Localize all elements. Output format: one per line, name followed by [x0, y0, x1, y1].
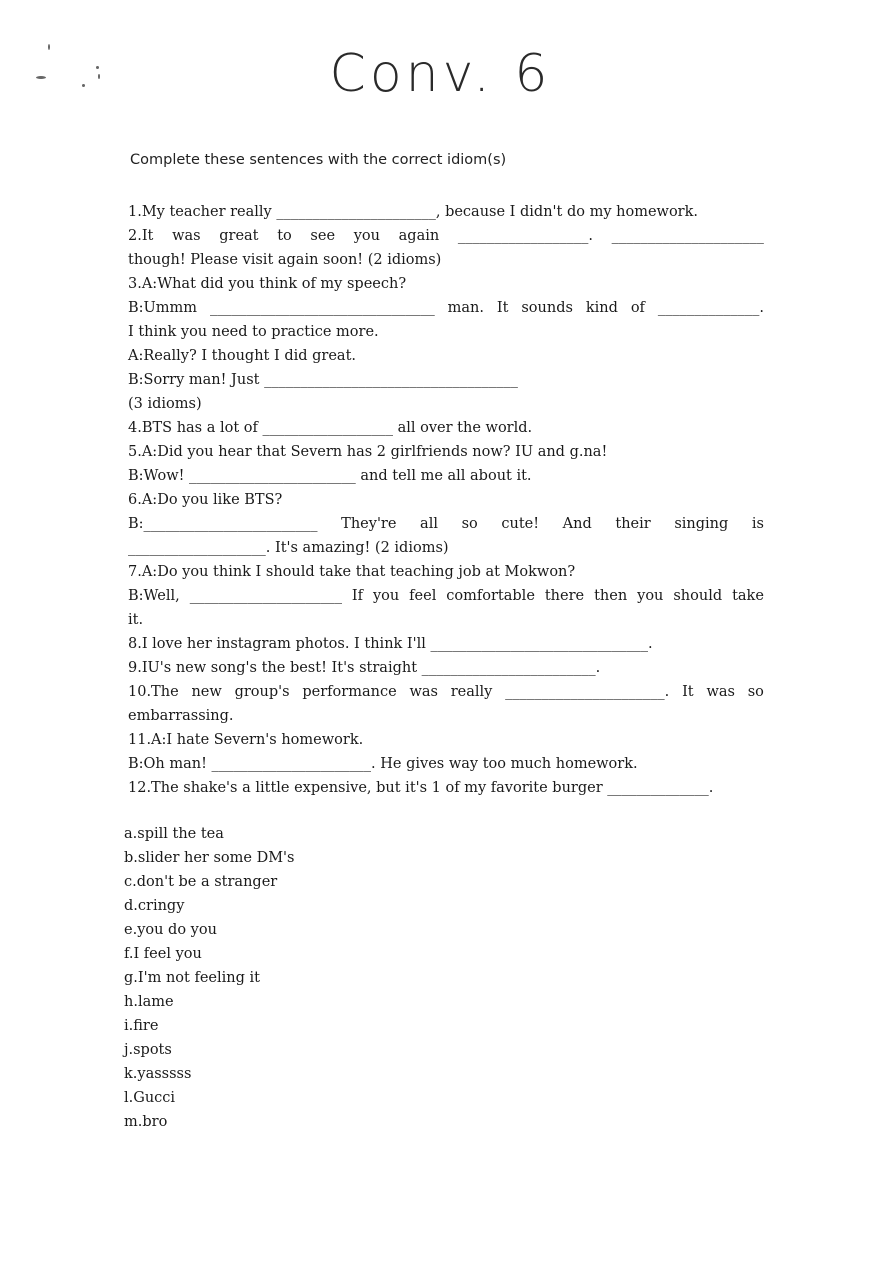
- line-word: so: [747, 684, 764, 700]
- line-word: again: [398, 228, 440, 244]
- exercise-line: I think you need to practice more.: [128, 324, 379, 340]
- exercise-line: [128, 512, 764, 536]
- exercise-line: 1.My teacher really ______________________, because I didn't do my homework.: [128, 204, 699, 220]
- line-word: was: [706, 684, 735, 700]
- line-word: their: [615, 516, 651, 532]
- line-word: B:________________________: [128, 516, 318, 532]
- answer-item: c.don't be a stranger: [124, 874, 278, 890]
- exercise-line: though! Please visit again soon! (2 idioms): [128, 252, 442, 268]
- handwritten-title: Conv. 6: [329, 44, 552, 104]
- line-word: It: [682, 684, 694, 700]
- exercise-line: embarrassing.: [128, 708, 234, 724]
- exercise-line: [128, 224, 764, 248]
- exercise-line: (3 idioms): [128, 396, 202, 412]
- line-word: sounds: [521, 300, 573, 316]
- exercise-line: 8.I love her instagram photos. I think I'll ______________________________.: [128, 636, 653, 652]
- exercise-line: [128, 680, 764, 704]
- exercise-sentences: [128, 200, 764, 800]
- line-word: you: [372, 588, 400, 604]
- line-word: ______________.: [657, 300, 764, 316]
- exercise-line: [128, 296, 764, 320]
- answer-item: d.cringy: [124, 898, 185, 914]
- line-word: of: [630, 300, 645, 316]
- answer-item: h.lame: [124, 994, 174, 1010]
- exercise-line: B:Oh man! ______________________. He gives way too much homework.: [128, 756, 638, 772]
- answer-item: e.you do you: [124, 922, 217, 938]
- line-word: cute!: [501, 516, 540, 532]
- line-word: should: [673, 588, 723, 604]
- line-word: really: [450, 684, 493, 700]
- exercise-line: B:Wow! _______________________ and tell me all about it.: [128, 468, 532, 484]
- line-word: _______________________________: [209, 300, 435, 316]
- line-word: comfortable: [446, 588, 535, 604]
- line-word: man.: [447, 300, 484, 316]
- answer-item: a.spill the tea: [124, 826, 224, 842]
- line-word: great: [219, 228, 259, 244]
- line-word: If: [351, 588, 363, 604]
- line-word: 10.The: [128, 684, 179, 700]
- exercise-line: 12.The shake's a little expensive, but it's 1 of my favorite burger ______________.: [128, 780, 714, 796]
- instruction-text: Complete these sentences with the correct idiom(s): [130, 152, 507, 168]
- line-word: see: [310, 228, 336, 244]
- line-word: was: [172, 228, 201, 244]
- line-word: you: [353, 228, 380, 244]
- answer-item: i.fire: [124, 1018, 159, 1034]
- answer-item: l.Gucci: [124, 1090, 176, 1106]
- line-word: then: [594, 588, 628, 604]
- exercise-line: B:Sorry man! Just ___________________________________: [128, 372, 518, 388]
- exercise-line: [128, 584, 764, 608]
- line-word: feel: [409, 588, 437, 604]
- line-word: It: [496, 300, 509, 316]
- line-word: was: [409, 684, 438, 700]
- line-word: 2.It: [128, 228, 154, 244]
- answer-item: b.slider her some DM's: [124, 850, 295, 866]
- line-word: ______________________.: [505, 684, 670, 700]
- line-word: so: [461, 516, 478, 532]
- line-word: take: [732, 588, 764, 604]
- line-word: group's: [234, 684, 290, 700]
- exercise-line: 9.IU's new song's the best! It's straight ________________________.: [128, 660, 601, 676]
- answer-item: m.bro: [124, 1114, 168, 1130]
- line-word: _____________________: [611, 228, 764, 244]
- answer-item: f.I feel you: [124, 946, 202, 962]
- exercise-line: 11.A:I hate Severn's homework.: [128, 732, 364, 748]
- line-word: there: [544, 588, 585, 604]
- exercise-line: 7.A:Do you think I should take that teaching job at Mokwon?: [128, 564, 576, 580]
- line-word: _____________________: [189, 588, 342, 604]
- line-word: B:Ummm: [128, 300, 198, 316]
- line-word: B:Well,: [128, 588, 180, 604]
- line-word: And: [562, 516, 592, 532]
- exercise-line: 3.A:What did you think of my speech?: [128, 276, 407, 292]
- answer-item: k.yasssss: [124, 1066, 192, 1082]
- exercise-line: ___________________. It's amazing! (2 idioms): [128, 540, 449, 556]
- line-word: all: [420, 516, 438, 532]
- line-word: performance: [302, 684, 397, 700]
- line-word: is: [751, 516, 764, 532]
- exercise-line: A:Really? I thought I did great.: [128, 348, 356, 364]
- idiom-answer-list: [124, 822, 294, 1134]
- line-word: you: [637, 588, 664, 604]
- line-word: __________________.: [457, 228, 593, 244]
- exercise-line: 6.A:Do you like BTS?: [128, 492, 283, 508]
- exercise-line: it.: [128, 612, 144, 628]
- answer-item: j.spots: [124, 1042, 172, 1058]
- line-word: new: [191, 684, 222, 700]
- line-word: They're: [341, 516, 397, 532]
- exercise-line: 4.BTS has a lot of __________________ all over the world.: [128, 420, 533, 436]
- answer-item: g.I'm not feeling it: [124, 970, 260, 986]
- line-word: to: [277, 228, 292, 244]
- exercise-line: 5.A:Did you hear that Severn has 2 girlfriends now? IU and g.na!: [128, 444, 608, 460]
- line-word: singing: [674, 516, 729, 532]
- line-word: kind: [585, 300, 618, 316]
